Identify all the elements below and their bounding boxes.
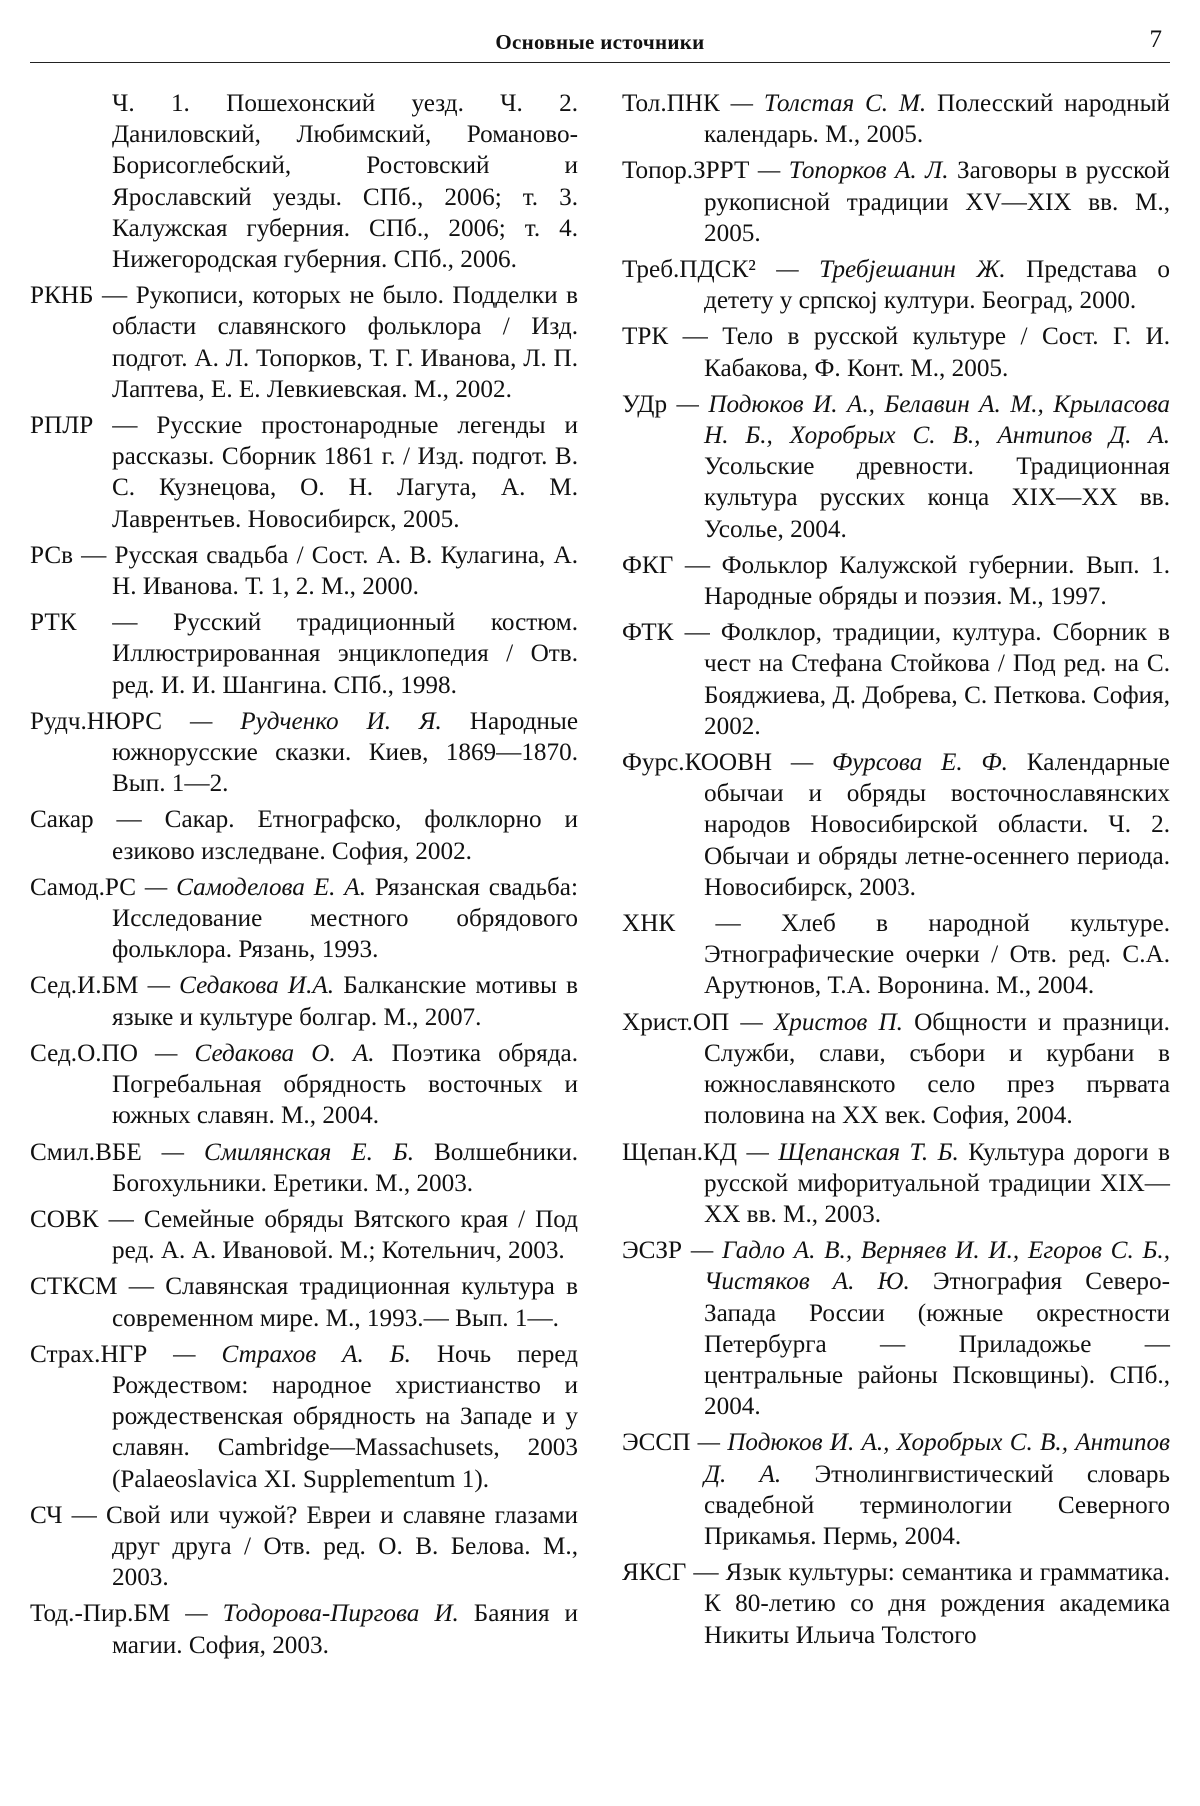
entry-text: — Славянская традиционная культура в современном мире. М., 1993.— Вып. 1—. (112, 1273, 578, 1332)
entry-author: — Седакова И.А. (138, 972, 335, 1000)
entry-text: Усольские древности. Традиционная культура русских конца XIX—XX вв. Усолье, 2004. (704, 453, 1170, 543)
entry-text: — Рукописи, которых не было. Подделки в области славянского фольклора / Изд. подгот. А. Л. Топорков, Т. Г. Иванова, Л. П. Лаптева, Е. Е. Левкиевская. М., 2002. (93, 282, 578, 403)
bibliography-entry (30, 607, 578, 701)
entry-text: — Русская свадьба / Сост. А. В. Кулагина, А. Н. Иванова. Т. 1, 2. М., 2000. (73, 541, 578, 601)
bibliography-entry (622, 1235, 1170, 1422)
entry-abbreviation: Сакар (30, 806, 94, 834)
entry-author: — Страхов А. Б. (147, 1340, 411, 1368)
entry-text: Культура дороги в русской мифоритуальной традиции XIX—XX вв. М., 2003. (704, 1138, 1170, 1228)
entry-text: Волшебники. Богохульники. Еретики. М., 2003. (112, 1138, 578, 1197)
bibliography-entry (30, 1137, 578, 1199)
bibliography-entry (622, 254, 1170, 316)
entry-abbreviation: СЧ (30, 1501, 63, 1529)
page-number: 7 (1149, 26, 1162, 53)
bibliography-entry (30, 540, 578, 602)
entry-author: — Фурсова Е. Ф. (772, 749, 1008, 777)
bibliography-entry (30, 88, 578, 275)
bibliography-entry (622, 1557, 1170, 1651)
entry-text: Народные южнорусские сказки. Киев, 1869—1870. Вып. 1—2. (112, 707, 578, 798)
entry-text: Этнография Северо-Запада России (южные окрестности Петербурга — Приладожье — центральные районы Псковщины). СПб., 2004. (704, 1268, 1170, 1421)
bibliography-entry (622, 1427, 1170, 1552)
bibliography-entry (30, 280, 578, 405)
bibliography-entry (622, 550, 1170, 612)
entry-text: — Свой или чужой? Евреи и славяне глазами друг друга / Отв. ред. О. В. Белова. М., 2003. (62, 1501, 578, 1592)
entry-text: Заговоры в русской рукописной традиции XV—XIX вв. М., 2005. (704, 157, 1170, 247)
entry-abbreviation: Тод.-Пир.БМ (30, 1600, 171, 1628)
bibliography-entry (30, 1500, 578, 1594)
entry-text: — Русский традиционный костюм. Иллюстрированная энциклопедия / Отв. ред. И. И. Шангина. СПб., 1998. (76, 609, 578, 699)
entry-text: Балканские мотивы в языке и культуре болгар. М., 2007. (112, 972, 578, 1031)
entry-text: Ночь перед Рождеством: народное христианство и рождественская обрядность на Западе и у славян. Cambridge—Massachusets, 2003 (Palaeoslavica XI. Supplementum 1). (112, 1340, 578, 1493)
entry-abbreviation: СТКСМ (30, 1273, 118, 1301)
entry-author: — Подюков И. А., Хоробрых С. В., Антипов Д. А. (690, 1429, 1170, 1488)
entry-abbreviation: Тол.ПНК (622, 90, 720, 117)
bibliography-entry (30, 1204, 578, 1266)
entry-abbreviation: ЭССП (622, 1429, 691, 1457)
entry-author: — Гадло А. В., Верняев И. И., Егоров С. Б., Чистяков А. Ю. (682, 1237, 1170, 1296)
bibliography-entry (30, 1339, 578, 1495)
bibliography-entry (30, 1271, 578, 1333)
entry-author: — Христов П. (729, 1008, 903, 1036)
entry-abbreviation: Топор.ЗРРТ (622, 157, 750, 185)
running-header (30, 20, 1170, 63)
entry-abbreviation: ФКГ (622, 551, 674, 579)
entry-author: — Смилянская Е. Б. (141, 1138, 415, 1166)
entry-text: Поэтика обряда. Погребальная обрядность восточных и южных славян. М., 2004. (112, 1039, 578, 1130)
bibliography-entry (622, 747, 1170, 903)
entry-author: — Рудченко И. Я. (162, 707, 442, 735)
bibliography-entry (30, 706, 578, 800)
entry-abbreviation: РСв (30, 541, 74, 569)
entry-text: Этнолингвистический словарь свадебной терминологии Северного Прикамья. Пермь, 2004. (704, 1460, 1170, 1550)
entry-abbreviation: Фурс.КООВН (622, 749, 773, 777)
bibliography-entry (622, 88, 1170, 150)
entry-abbreviation: Сед.И.БМ (30, 972, 139, 1000)
entry-author: — Топорков А. Л. (749, 157, 949, 185)
entry-text: — Язык культуры: семантика и грамматика. К 80-летию со дня рождения академика Никиты Ильича Толстого (686, 1559, 1170, 1649)
bibliography-entry (30, 410, 578, 535)
entry-author: — Требјешанин Ж. (755, 256, 1006, 284)
left-column (30, 88, 578, 1666)
entry-author: — Подюков И. А., Белавин А. М., Крыласова Н. Б., Хоробрых С. В., Антипов Д. А. (667, 390, 1170, 450)
entry-abbreviation: ТРК (622, 323, 669, 351)
entry-abbreviation: Христ.ОП (622, 1008, 730, 1036)
entry-abbreviation: РКНБ (30, 282, 94, 310)
bibliography-entry (30, 804, 578, 866)
entry-text: — Тело в русской культуре / Сост. Г. И. Кабакова, Ф. Конт. М., 2005. (668, 323, 1170, 382)
bibliography-entry (622, 1137, 1170, 1231)
bibliography-entry (622, 155, 1170, 249)
entry-text: Общности и празници. Служби, слави, събори и курбани в южнославянското село през първата половина на XX век. София, 2004. (704, 1008, 1170, 1130)
page (30, 20, 1170, 1790)
right-column (622, 88, 1170, 1656)
entry-text: — Фолклор, традиции, култура. Сборник в чест на Стефана Стойкова / Под ред. на С. Бояджиева, Д. Добрева, С. Петкова. София, 2002. (673, 619, 1170, 740)
bibliography-entry (30, 970, 578, 1032)
entry-text: — Сакар. Етнографско, фолклорно и езиково изследване. София, 2002. (93, 806, 578, 865)
entry-abbreviation: Рудч.НЮРС (30, 707, 162, 735)
entry-text: Баяния и магии. София, 2003. (112, 1600, 578, 1659)
entry-abbreviation: Самод.РС (30, 873, 137, 901)
entry-abbreviation: Треб.ПДСК² (622, 256, 756, 284)
entry-text: — Русские простонародные легенды и рассказы. Сборник 1861 г. / Изд. подгот. В. С. Кузнецова, О. Н. Лагута, А. М. Лаврентьев. Новосибирск, 2005. (93, 412, 578, 533)
entry-abbreviation: Сед.О.ПО (30, 1039, 138, 1067)
bibliography-entry (30, 1038, 578, 1132)
entry-author: — Щепанская Т. Б. (737, 1138, 959, 1166)
bibliography-entry (30, 1598, 578, 1660)
entry-abbreviation: РТК (30, 609, 77, 637)
bibliography-entry (622, 321, 1170, 383)
entry-abbreviation: РПЛР (30, 412, 94, 440)
entry-abbreviation: СОВК (30, 1205, 99, 1233)
entry-abbreviation: Смил.ВБЕ (30, 1138, 142, 1166)
bibliography-entry (30, 872, 578, 966)
entry-abbreviation: Страх.НГР (30, 1340, 148, 1368)
entry-abbreviation: ЭСЗР (622, 1237, 683, 1265)
entry-author: — Тодорова-Пиргова И. (170, 1600, 459, 1628)
entry-text: Рязанская свадьба: Исследование местного обрядового фольклора. Рязань, 1993. (112, 873, 578, 964)
entry-text: Полесский народный календарь. М., 2005. (704, 90, 1170, 149)
entry-text: Ч. 1. Пошехонский уезд. Ч. 2. Даниловский, Любимский, Романово-Борисоглебский, Ростовский и Ярославский уезды. СПб., 2006; т. 3. Калужская губерния. СПб., 2006; т. 4. Нижегородская губерния. СПб., 2006. (112, 90, 578, 274)
entry-text: — Семейные обряды Вятского края / Под ред. А. А. Ивановой. М.; Котельнич, 2003. (98, 1205, 578, 1265)
bibliography-entry (622, 389, 1170, 545)
entry-author: — Толстая С. М. (719, 90, 927, 117)
bibliography-entry (622, 617, 1170, 742)
entry-author: — Седакова О. А. (137, 1039, 375, 1067)
bibliography-entry (622, 908, 1170, 1002)
entry-abbreviation: УДр (622, 390, 668, 418)
entry-abbreviation: ХНК (622, 910, 676, 938)
entry-text: Календарные обычаи и обряды восточнославянских народов Новосибирской области. Ч. 2. Обычаи и обряды летне-осеннего периода. Новосибирск, 2003. (704, 749, 1170, 901)
entry-author: — Самоделова Е. А. (136, 873, 366, 901)
entry-abbreviation: Щепан.КД (622, 1138, 738, 1166)
running-title: Основные источники (495, 30, 705, 54)
bibliography-entry (622, 1007, 1170, 1132)
entry-text: Представа о детету у српској култури. Београд, 2000. (704, 256, 1171, 315)
entry-abbreviation: ФТК (622, 619, 674, 647)
entry-text: — Фольклор Калужской губернии. Вып. 1. Народные обряды и поэзия. М., 1997. (673, 551, 1170, 611)
entry-abbreviation: ЯКСГ (622, 1559, 687, 1587)
entry-text: — Хлеб в народной культуре. Этнографические очерки / Отв. ред. С.А. Арутюнов, Т.А. Воронина. М., 2004. (675, 910, 1170, 1000)
